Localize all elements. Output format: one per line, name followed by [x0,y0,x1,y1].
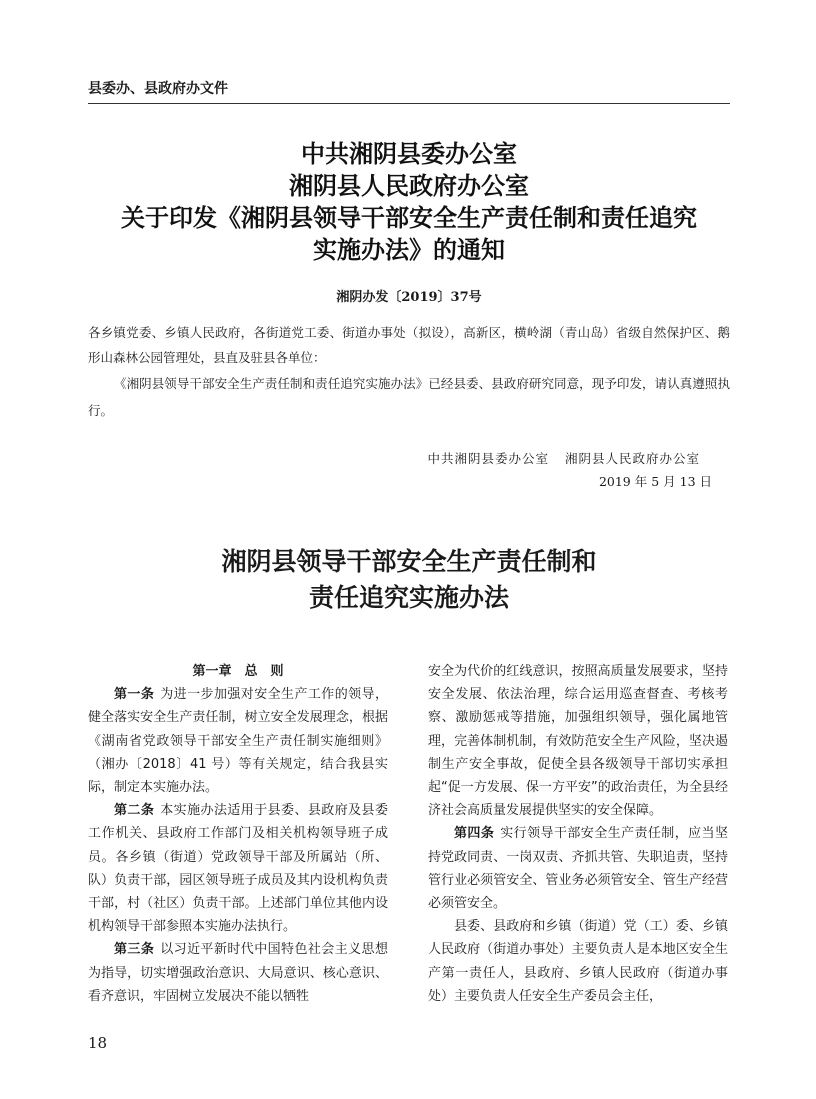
article-1 [88,683,388,799]
measures-title [88,544,730,616]
right-column [428,660,728,1008]
notice-title-line: 中共湘阴县委办公室 [301,139,517,168]
article-text: 为进一步加强对安全生产工作的领导，健全落实安全生产责任制，树立安全发展理念，根据《湖南省党政领导干部安全生产责任制实施细则》（湘办〔2018〕41 号）等有关规定，结合我县实际，制定本实施办法。 [88,687,388,796]
section-header-label: 县委办、县政府办文件 [88,81,228,97]
measures-title-line: 湘阴县领导干部安全生产责任制和 [221,547,597,576]
article-label: 第二条 [114,803,155,819]
notice-title [88,138,730,266]
article-3 [88,938,388,1008]
notice-title-line: 湘阴县人民政府办公室 [289,171,529,200]
issuer-name: 中共湘阴县委办公室 [427,451,549,466]
notice-body: 《湘阴县领导干部安全生产责任制和责任追究实施办法》已经县委、县政府研究同意，现予印发，请认真遵照执行。 [88,376,730,418]
page-number: 18 [88,1034,108,1052]
header-divider [88,103,730,104]
article-4 [428,822,728,915]
addressees: 各乡镇党委、乡镇人民政府，各街道党工委、街道办事处（拟设），高新区，横岭湖（青山岛）省级自然保护区、鹅形山森林公园管理处，县直及驻县各单位： [88,325,730,365]
document-number: 湘阴办发〔2019〕37号 [336,290,482,305]
article-text: 以习近平新时代中国特色社会主义思想为指导，切实增强政治意识、大局意识、核心意识、看齐意识，牢固树立发展决不能以牺牲 [88,942,388,1004]
notice-title-line: 关于印发《湘阴县领导干部安全生产责任制和责任追究 [121,203,697,232]
left-column [88,660,388,1008]
notice-title-line: 实施办法》的通知 [313,235,505,264]
article-2 [88,799,388,938]
article-3-continued: 安全为代价的红线意识，按照高质量发展要求，坚持安全发展、依法治理，综合运用巡查督查、考核考察、激励惩戒等措施，加强组织领导，强化属地管理，完善体制机制，有效防范安全生产风险，坚决遏制生产安全事故，促使全县各级领导干部切实承担起“促一方发展、保一方平安”的政治责任，为全县经济社会高质量发展提供坚实的安全保障。 [428,664,728,819]
article-text: 本实施办法适用于县委、县政府及县委工作机关、县政府工作部门及相关机构领导班子成员。各乡镇（街道）党政领导干部及所属站（所、队）负责干部，园区领导班子成员及其内设机构负责干部，村（社区）负责干部。上述部门单位其他内设机构领导干部参照本实施办法执行。 [88,803,388,935]
chapter-heading: 第一章 总 则 [192,664,284,679]
article-label: 第三条 [114,942,155,958]
issue-date: 2019 年 5 月 13 日 [598,474,712,489]
article-text: 实行领导干部安全生产责任制，应当坚持党政同责、一岗双责、齐抓共管、失职追责，坚持管行业必须管安全、管业务必须管安全、管生产经营必须管安全。 [428,826,728,912]
article-label: 第一条 [114,687,155,703]
article-label: 第四条 [454,826,495,842]
issuer-name: 湘阴县人民政府办公室 [564,451,700,466]
measures-title-line: 责任追究实施办法 [308,583,509,612]
article-4-paragraph-2: 县委、县政府和乡镇（街道）党（工）委、乡镇人民政府（街道办事处）主要负责人是本地区安全生产第一责任人，县政府、乡镇人民政府（街道办事处）主要负责人任安全生产委员会主任， [428,919,728,1004]
issuing-offices [427,449,700,467]
